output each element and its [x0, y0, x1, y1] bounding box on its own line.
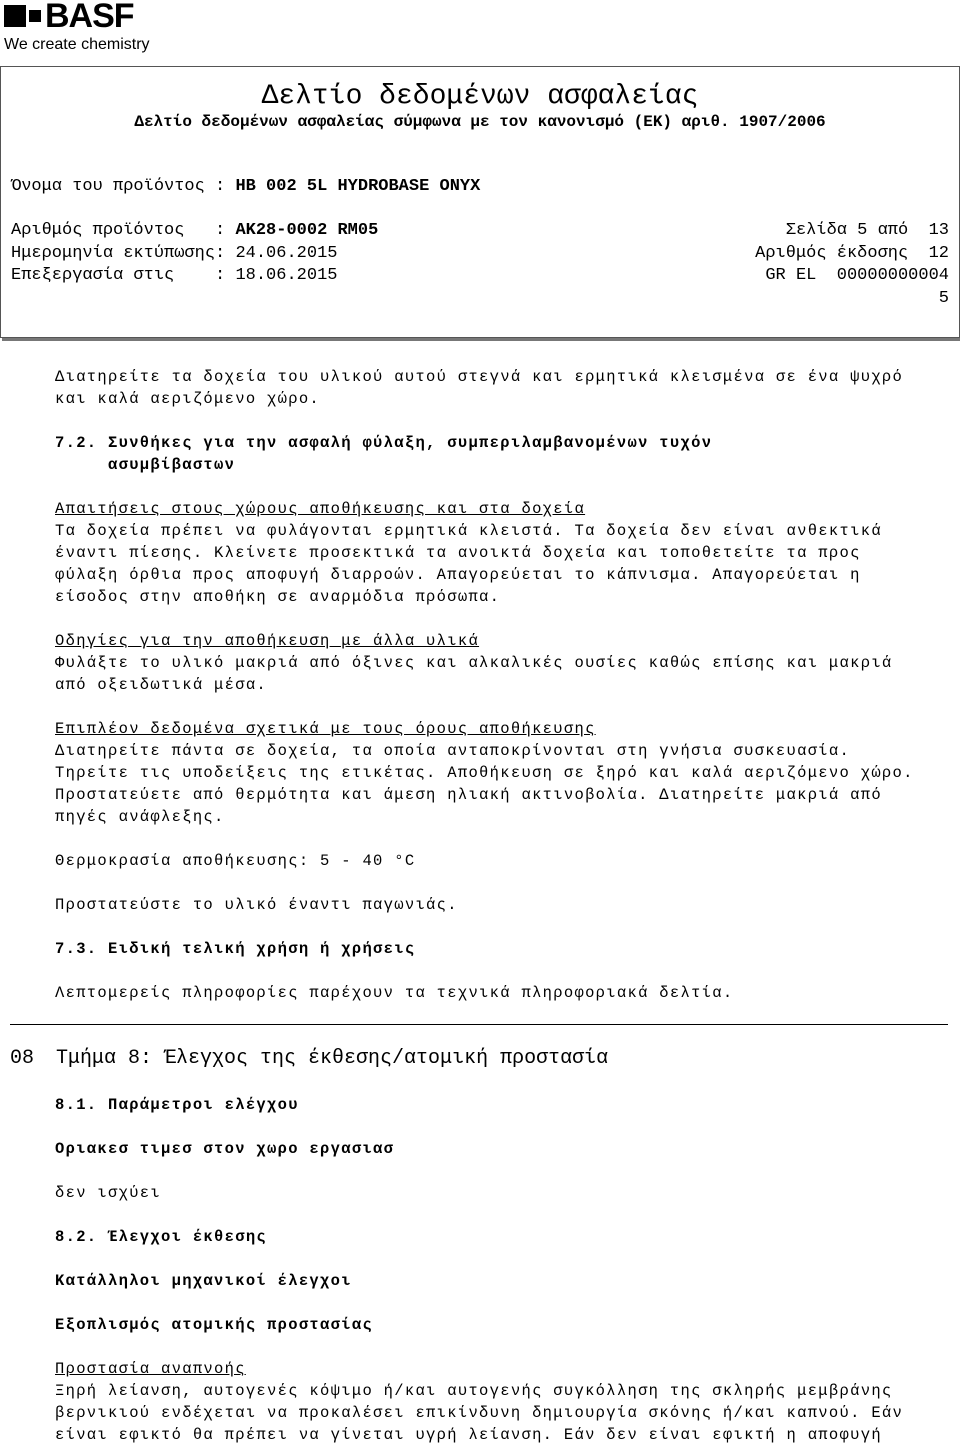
additional-storage-heading: Επιπλέον δεδομένα σχετικά με τους όρους αποθήκευσης [55, 720, 596, 738]
section-8-heading [10, 1047, 608, 1070]
paragraph-line: Ξηρή λείανση, αυτογενές κόψιμο ή/και αυτογενής συγκόλληση της σκληρής μεμβράνης [55, 1382, 893, 1400]
storage-temperature: Θερμοκρασία αποθήκευσης: 5 - 40 °C [55, 852, 416, 870]
print-date: 24.06.2015 [235, 244, 338, 263]
paragraph-line: Φυλάξτε το υλικό μακριά από όξινες και αλκαλικές ουσίες καθώς επίσης και μακριά [55, 654, 893, 672]
print-date-row [11, 244, 337, 263]
paragraph-line: Τηρείτε τις υποδείξεις της ετικέτας. Αποθήκευση σε ξηρό και καλά αεριζόμενο χώρο. [55, 764, 914, 782]
product-name: HB 002 5L HYDROBASE ONYX [235, 177, 481, 196]
paragraph-line: Τα δοχεία πρέπει να φυλάγονται ερμητικά κλειστά. Τα δοχεία δεν είναι ανθεκτικά [55, 522, 882, 540]
section-8-1-heading: 8.1. Παράμετροι ελέγχου [55, 1096, 299, 1114]
product-name-row [11, 177, 480, 196]
revised-date: 18.06.2015 [235, 266, 338, 285]
product-name-label: Όνομα του προϊόντος : [11, 177, 226, 196]
logo-small-square-icon [29, 10, 41, 22]
paragraph-line: είσοδος στην αποθήκη σε αναρμόδια πρόσωπα. [55, 588, 501, 606]
limits-text: δεν ισχύει [55, 1184, 162, 1202]
document-code: GR EL 00000000004 [765, 266, 949, 285]
paragraph-line: Διατηρείτε τα δοχεία του υλικού αυτού στεγνά και ερμητικά κλεισμένα σε ένα ψυχρό [55, 368, 904, 386]
paragraph-line: από οξειδωτικά μέσα. [55, 676, 268, 694]
document-title: Δελτίο δεδομένων ασφαλείας [261, 81, 699, 112]
paragraph-line: πηγές ανάφλεξης. [55, 808, 225, 826]
frost-protection: Προστατεύστε το υλικό έναντι παγωνιάς. [55, 896, 458, 914]
respiratory-protection-heading: Προστασία αναπνοής [55, 1360, 246, 1378]
section-8-number: 08 [10, 1047, 35, 1070]
page-indicator: Σελίδα 5 από 13 [785, 221, 949, 240]
paragraph-line: είναι εφικτό θα πρέπει να γίνεται υγρή λείανση. Εάν δεν είναι εφικτή η αποφυγή [55, 1426, 882, 1444]
section-8-title: Τμήμα 8: Έλεγχος της έκθεσης/ατομική προστασία [56, 1047, 609, 1070]
paragraph-line: έναντι πίεσης. Κλείνετε προσεκτικά τα ανοικτά δοχεία και τοποθετείτε τα προς [55, 544, 861, 562]
basf-logo [4, 0, 150, 54]
storage-requirements-heading: Απαιτήσεις στους χώρους αποθήκευσης και στα δοχεία [55, 500, 586, 518]
logo-square-icon [4, 5, 26, 27]
logo-brand: BASF [45, 0, 134, 35]
document-subtitle: Δελτίο δεδομένων ασφαλείας σύμφωνα με τον κανονισμό (ΕΚ) αριθ. 1907/2006 [134, 113, 826, 131]
paragraph-line: Προστατεύετε από θερμότητα και άμεση ηλιακή ακτινοβολία. Διατηρείτε μακριά από [55, 786, 882, 804]
revised-label: Επεξεργασία στις : [11, 266, 226, 285]
product-number-row [11, 221, 378, 240]
paragraph-line: Λεπτομερείς πληροφορίες παρέχουν τα τεχνικά πληροφοριακά δελτία. [55, 984, 734, 1002]
ppe-heading: Εξοπλισμός ατομικής προστασίας [55, 1316, 374, 1334]
limits-heading: Οριακεσ τιμεσ στον χωρο εργασιασ [55, 1140, 395, 1158]
section-7-2-heading-cont: ασυμβίβαστων [55, 456, 236, 474]
version-number: Αριθμός έκδοσης 12 [755, 244, 949, 263]
print-date-label: Ημερομηνία εκτύπωσης: [11, 244, 226, 263]
revised-row [11, 266, 337, 285]
engineering-controls-heading: Κατάλληλοι μηχανικοί έλεγχοι [55, 1272, 352, 1290]
other-materials-heading: Οδηγίες για την αποθήκευση με άλλα υλικά [55, 632, 480, 650]
paragraph-line: φύλαξη όρθια προς αποφυγή διαρροών. Απαγορεύεται το κάπνισμα. Απαγορεύεται η [55, 566, 861, 584]
document-header [0, 66, 960, 338]
document-code-continued: 5 [938, 289, 949, 308]
paragraph-line: Διατηρείτε πάντα σε δοχεία, τα οποία ανταποκρίνονται στη γνήσια συσκευασία. [55, 742, 851, 760]
paragraph-line: και καλά αεριζόμενο χώρο. [55, 390, 321, 408]
paragraph-line: βερνικιού ενδέχεται να προκαλέσει επικίνδυνη δημιουργία σκόνης ή/και καπνού. Εάν [55, 1404, 904, 1422]
section-7-3-heading: 7.3. Ειδική τελική χρήση ή χρήσεις [55, 940, 416, 958]
section-divider [10, 1024, 948, 1025]
section-7-2-heading: 7.2. Συνθήκες για την ασφαλή φύλαξη, συμπεριλαμβανομένων τυχόν [55, 434, 713, 452]
product-number-label: Αριθμός προϊόντος : [11, 221, 226, 240]
product-number: AK28-0002 RM05 [235, 221, 379, 240]
logo-tagline: We create chemistry [4, 36, 150, 53]
section-8-2-heading: 8.2. Έλεγχοι έκθεσης [55, 1228, 268, 1246]
